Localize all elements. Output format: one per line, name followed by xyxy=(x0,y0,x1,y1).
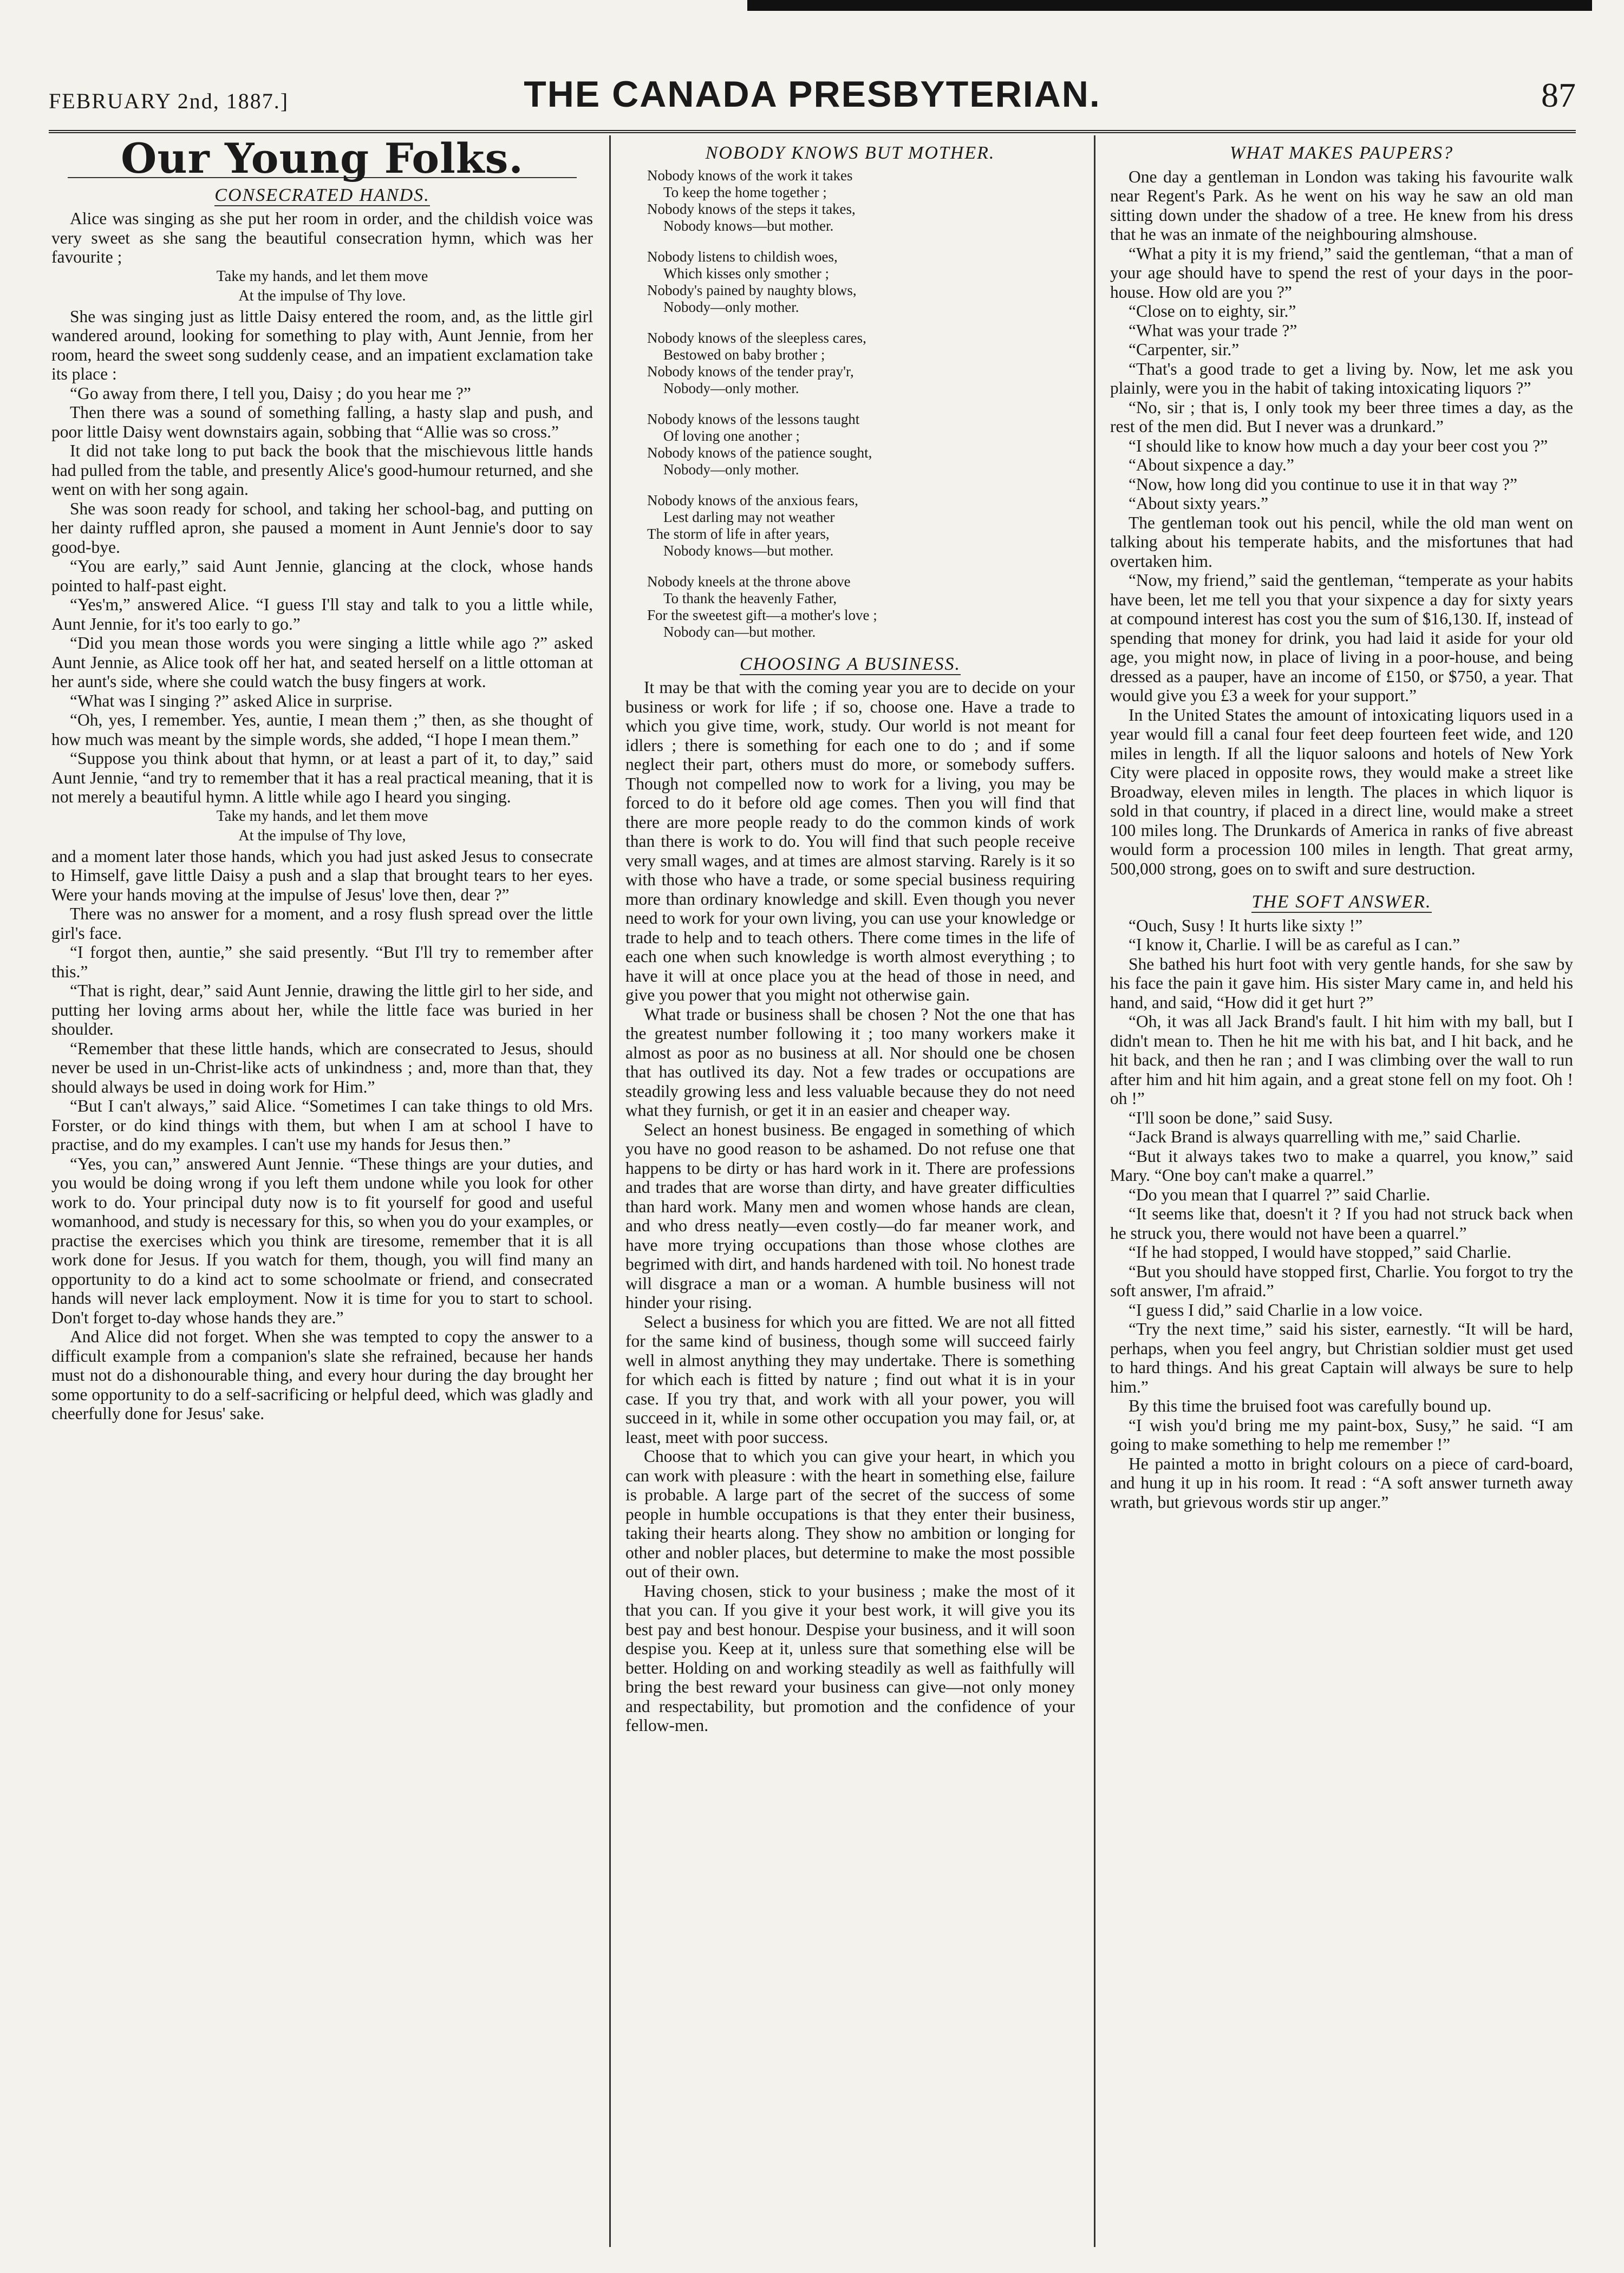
poem-line: Nobody knows of the patience sought, xyxy=(647,444,872,461)
poem-line: Nobody kneels at the throne above xyxy=(647,573,851,590)
poem-line: The storm of life in after years, xyxy=(647,525,830,542)
paragraph: What trade or business shall be chosen ? Not the one that has the greatest number following it ; too many workers make it almost as poor as no business at all. Nor should one be chosen that has outlived its day. Not a few trades or occupations are steadily growing less and less valuable because they do not need what they furnish, or get it in an easier and cheaper way. xyxy=(625,1004,1075,1120)
paragraph: There was no answer for a moment, and a rosy flush spread over the little girl's face. xyxy=(51,904,593,943)
paragraph: The gentleman took out his pencil, while the old man went on talking about his temperate habits, and the misfortunes that had overtaken him. xyxy=(1110,513,1573,571)
poem-line: Nobody knows—but mother. xyxy=(663,542,834,559)
paragraph: One day a gentleman in London was taking his favourite walk near Regent's Park. As he went on his way he saw an old man sitting down under the shadow of a tree. He knew from his dress that he was an inmate of the neighbouring almshouse. xyxy=(1110,167,1573,244)
poem-line: Nobody knows of the work it takes xyxy=(647,167,853,184)
paragraph: “About sixpence a day.” xyxy=(1129,455,1294,474)
paragraph: Select an honest business. Be engaged in something of which you have no good reason to be ashamed. Do not refuse one that happens to be dirty or has hard work in it. There are professions and trades that are worse than dirty, and have greater difficulties than hard work. Many men and women whose hands are clean, and who dress neatly—even costly—do far meaner work, and have more trying occupations than those whose clothes are begrimed with dirt, and hands hardened with toil. No honest trade will disgrace a man or a woman. A humble business will not hinder your rising. xyxy=(625,1120,1075,1312)
paragraph: It may be that with the coming year you are to decide on your business or work for life ; if so, choose one. Have a trade to which you give time, work, study. Our world is not meant for idlers ; there is something for each one to do ; and if some neglect their part, others must do more, or somebody suffers. Though not compelled now to work for a living, you may be forced to do it before old age comes. Then you will find that there are more people ready to do the common kinds of work than there is work to do. You will find that such people receive very small wages, and at times are almost starving. Rarely is it so with those who have a trade, or some special business requiring more than ordinary knowledge and skill. Even though you never need to work for your own living, you can use your knowledge or trade to help and to teach others. There come times in the life of each one when such knowledge is worth almost everything ; to have it will at once place you at the head of those in need, and give you power that you might not otherwise gain. xyxy=(625,678,1075,1004)
paragraph: “That is right, dear,” said Aunt Jennie, drawing the little girl to her side, and putting her loving arms about her, while the little face was buried in her shoulder. xyxy=(51,981,593,1038)
poem-line: Lest darling may not weather xyxy=(663,508,835,525)
paragraph: Then there was a sound of something falling, a hasty slap and push, and poor little Daisy went downstairs again, sobbing that “Allie was so cross.” xyxy=(51,403,593,441)
paragraph: She was soon ready for school, and taking her school-bag, and putting on her dainty ruffled apron, she paused a moment in Aunt Jennie's door to say good-bye. xyxy=(51,499,593,557)
poem-line: Nobody listens to childish woes, xyxy=(647,248,838,265)
poem-stanza xyxy=(647,411,1075,478)
column-divider xyxy=(609,135,611,2247)
poem-line: Nobody knows of the anxious fears, xyxy=(647,492,858,508)
paragraph: and a moment later those hands, which you had just asked Jesus to consecrate to Himself, gave little Daisy a push and a slap that brought tears to her eyes. Were your hands moving at the impulse of Jesus' love then, dear ?” xyxy=(51,846,593,904)
paragraph: “Now, how long did you continue to use it in that way ?” xyxy=(1129,474,1517,494)
top-ink-bar xyxy=(747,0,1592,11)
poem-line: Bestowed on baby brother ; xyxy=(663,346,825,363)
paragraph: “Jack Brand is always quarrelling with me,” said Charlie. xyxy=(1129,1127,1521,1146)
page-header xyxy=(49,68,1576,127)
poem-stanza xyxy=(647,249,1075,316)
poem-line: Of loving one another ; xyxy=(663,427,800,444)
masthead-title: THE CANADA PRESBYTERIAN. xyxy=(524,74,1101,115)
paragraph: “Suppose you think about that hymn, or at least a part of it, to day,” said Aunt Jennie, “and try to remember that it has a real practical meaning, that it is not merely a beautiful hymn. A little while ago I heard you singing. xyxy=(51,749,593,806)
paragraph: “Remember that these little hands, which are consecrated to Jesus, should never be used in un-Christ-like acts of unkindness ; and, more than that, they should always be used in doing work for Him.” xyxy=(51,1038,593,1096)
paragraph: “Did you mean those words you were singing a little while ago ?” asked Aunt Jennie, as Alice took off her hat, and seated herself on a little ottoman at her aunt's side, where she could watch the busy fingers at work. xyxy=(51,633,593,691)
paragraph: He painted a motto in bright colours on a piece of card-board, and hung it up in his room. It read : “A soft answer turneth away wrath, but grievous words stir up anger.” xyxy=(1110,1454,1573,1512)
poem-line: Nobody—only mother. xyxy=(663,380,799,396)
column-divider xyxy=(1094,135,1095,2247)
paragraph: And Alice did not forget. When she was tempted to copy the answer to a difficult example from a companion's slate she refrained, because her hands must not do a dishonourable thing, and every hour during the day brought her some opportunity to do a self-sacrificing or helpful deed, which was gladly and cheerfully done for Jesus' sake. xyxy=(51,1327,593,1423)
issue-date: FEBRUARY 2nd, 1887.] xyxy=(49,89,289,113)
column-left xyxy=(51,138,593,2239)
paragraph: “About sixty years.” xyxy=(1129,494,1269,513)
paragraph: “No, sir ; that is, I only took my beer three times a day, as the rest of the men did. But I never was a drunkard.” xyxy=(1110,397,1573,436)
paragraph: Having chosen, stick to your business ; make the most of it that you can. If you give it your best work, it will give you its best pay and best honour. Despise your business, and it will soon despise you. Keep at it, unless sure that something else will be better. Holding on and working steadily as well as faithfully will bring the best reward your business can give—not only money and respectability, but promotion and the confidence of your fellow-men. xyxy=(625,1581,1075,1735)
paragraph: She bathed his hurt foot with very gentle hands, for she saw by his face the pain it gave him. His sister Mary came in, and held his hand, and said, “How did it get hurt ?” xyxy=(1110,954,1573,1012)
column-right xyxy=(1110,138,1573,2239)
poem-line: Nobody's pained by naughty blows, xyxy=(647,282,857,298)
poem-stanza xyxy=(647,492,1075,559)
paragraph: “But you should have stopped first, Charlie. You forgot to try the soft answer, I'm afraid.” xyxy=(1110,1262,1573,1300)
paragraph: “I guess I did,” said Charlie in a low voice. xyxy=(1129,1300,1423,1320)
poem-line: Which kisses only smother ; xyxy=(663,265,829,282)
article-title-text: CONSECRATED HANDS. xyxy=(214,185,430,205)
hymn-line: Take my hands, and let them move xyxy=(216,807,428,825)
paragraph: Select a business for which you are fitted. We are not all fitted for the same kind of business, though some will succeed fairly well in almost anything they may undertake. There is something for which each is fitted by nature ; find out what it is in your case. If you try that, and work with all your power, you will succeed in it, while in some other occupation you may fail, or, at least, meet with poor success. xyxy=(625,1312,1075,1447)
paragraph: “If he had stopped, I would have stopped,” said Charlie. xyxy=(1129,1243,1511,1262)
poem-line: To keep the home together ; xyxy=(663,184,827,200)
article-title-text: CHOOSING A BUSINESS. xyxy=(739,654,961,674)
paragraph: “You are early,” said Aunt Jennie, glancing at the clock, whose hands pointed to half-past eight. xyxy=(51,557,593,595)
paragraph: “Do you mean that I quarrel ?” said Charlie. xyxy=(1129,1185,1431,1204)
paragraph: Alice was singing as she put her room in order, and the childish voice was very sweet as she sang the beautiful consecration hymn, which was her favourite ; xyxy=(51,209,593,266)
header-rule xyxy=(49,130,1576,133)
poem-line: For the sweetest gift—a mother's love ; xyxy=(647,606,877,623)
paragraph: By this time the bruised foot was carefully bound up. xyxy=(1129,1396,1492,1415)
paragraph: “Yes, you can,” answered Aunt Jennie. “These things are your duties, and you would be doing wrong if you left them undone while you look for other work to do. Your principal duty now is to fit yourself for good and useful womanhood, and study is necessary for this, so when you do your examples, or practise the exercises which you think are tiresome, remember that it is all work done for Jesus. If you watch for them, though, you will find many an opportunity to do a kind act to some schoolmate or friend, and consecrated hands will never lack employment. Now it is time for you to start to school. Don't forget to-day whose hands they are.” xyxy=(51,1154,593,1327)
paragraph: “What was I singing ?” asked Alice in surprise. xyxy=(70,691,393,710)
poem-line: To thank the heavenly Father, xyxy=(663,590,837,606)
column-middle xyxy=(625,138,1075,2239)
paragraph: “Ouch, Susy ! It hurts like sixty !” xyxy=(1129,916,1363,935)
paragraph: “But it always takes two to make a quarrel, you know,” said Mary. “One boy can't make a quarrel.” xyxy=(1110,1146,1573,1185)
paragraph: “What was your trade ?” xyxy=(1129,321,1297,340)
poem-line: Nobody—only mother. xyxy=(663,298,799,315)
poem-line: Nobody knows of the lessons taught xyxy=(647,410,860,427)
hymn-line: Take my hands, and let them move xyxy=(216,267,428,285)
poem-line: Nobody knows of the steps it takes, xyxy=(647,200,856,217)
paragraph: “Try the next time,” said his sister, earnestly. “It will be hard, perhaps, when you feel angry, but Christian soldier must get used to hard things. And his great Captain will always be sure to help him.” xyxy=(1110,1320,1573,1396)
paragraph: “I should like to know how much a day your beer cost you ?” xyxy=(1129,436,1548,455)
paragraph: “But I can't always,” said Alice. “Sometimes I can take things to old Mrs. Forster, or do kind things with them, but when I am at school I have to practise, and do my examples. I can't use my hands for Jesus then.” xyxy=(51,1096,593,1154)
poem-line: Nobody—only mother. xyxy=(663,461,799,478)
poem-stanza xyxy=(647,330,1075,397)
paragraph: “Close on to eighty, sir.” xyxy=(1129,302,1296,321)
article-title xyxy=(51,186,593,205)
paragraph: “What a pity it is my friend,” said the gentleman, “that a man of your age should have to spend the rest of your days in the poor-house. How old are you ?” xyxy=(1110,244,1573,302)
hymn-line: At the impulse of Thy love, xyxy=(238,827,406,844)
paragraph: “Oh, yes, I remember. Yes, auntie, I mean them ;” then, as she thought of how much was meant by the simple words, she added, “I hope I mean them.” xyxy=(51,710,593,749)
poem-stanza xyxy=(647,167,1075,234)
poem-title: NOBODY KNOWS BUT MOTHER. xyxy=(705,143,995,163)
paragraph: “I wish you'd bring me my paint-box, Susy,” he said. “I am going to make something to help me remember !” xyxy=(1110,1415,1573,1454)
paragraph: “I'll soon be done,” said Susy. xyxy=(1129,1108,1333,1127)
poem-line: Nobody knows—but mother. xyxy=(663,217,834,234)
paragraph: “That's a good trade to get a living by. Now, let me ask you plainly, were you in the habit of taking intoxicating liquors ?” xyxy=(1110,359,1573,397)
paragraph: “Oh, it was all Jack Brand's fault. I hit him with my ball, but I didn't mean to. Then he hit me with his bat, and I hit back, and he hit back, and then he ran ; and I was climbing over the wall to run after him and hit him again, and a great stone fell on my foot. Oh ! oh !” xyxy=(1110,1012,1573,1108)
article-title-text: THE SOFT ANSWER. xyxy=(1251,892,1432,912)
paragraph: Choose that to which you can give your heart, in which you can work with pleasure : with the heart in something else, failure is probable. A large part of the secret of the success of some people in humble occupations is that they enter their business, taking their hearts along. They show no ambition or longing for other and nobler places, but determine to make the most possible out of their own. xyxy=(625,1447,1075,1581)
paragraph: She was singing just as little Daisy entered the room, and, as the little girl wandered around, looking for something to play with, Aunt Jennie, from her room, heard the sweet song suddenly cease, and an impatient exclamation take its place : xyxy=(51,306,593,383)
paragraph: “Yes'm,” answered Alice. “I guess I'll stay and talk to you a little while, Aunt Jennie, for it's too early to go.” xyxy=(51,595,593,633)
poem-stanza xyxy=(647,573,1075,641)
paragraph: “It seems like that, doesn't it ? If you had not struck back when he struck you, there would not have been a quarrel.” xyxy=(1110,1204,1573,1243)
paragraph: In the United States the amount of intoxicating liquors used in a year would fill a canal four feet deep fourteen feet wide, and 120 miles in length. If all the liquor saloons and hotels of New York City were placed in opposite rows, they would make a street like Broadway, eleven miles in length. The places in which liquor is sold in that country, if placed in a direct line, would make a street 100 miles long. The Drunkards of America in ranks of five abreast would form a procession 100 miles in length. That great army, 500,000 strong, goes on to swift and sure destruction. xyxy=(1110,705,1573,878)
paragraph: “I forgot then, auntie,” she said presently. “But I'll try to remember after this.” xyxy=(51,943,593,981)
paragraph: “Carpenter, sir.” xyxy=(1129,340,1240,359)
poem-line: Nobody can—but mother. xyxy=(663,623,816,640)
paragraph: It did not take long to put back the book that the mischievous little hands had pulled from the table, and presently Alice's good-humour returned, and she went on with her song again. xyxy=(51,441,593,499)
article-title xyxy=(1110,892,1573,912)
page-number: 87 xyxy=(1541,76,1576,114)
department-heading: Our Young Folks. xyxy=(121,138,524,182)
poem-line: Nobody knows of the tender pray'r, xyxy=(647,363,854,380)
hymn-line: At the impulse of Thy love. xyxy=(238,287,406,304)
article-title xyxy=(625,655,1075,674)
paragraph: “Now, my friend,” said the gentleman, “temperate as your habits have been, let me tell you that your sixpence a day for sixty years at compound interest has cost you the sum of $16,130. If, instead of spending that money for drink, you had laid it aside for your old age, you might now, in place of living in a poor-house, and being dressed as a pauper, have an income of £150, or $750, a year. That would give you £3 a week for your support.” xyxy=(1110,571,1573,705)
poem-line: Nobody knows of the sleepless cares, xyxy=(647,329,866,346)
paragraph: “Go away from there, I tell you, Daisy ; do you hear me ?” xyxy=(70,383,471,403)
paragraph: “I know it, Charlie. I will be as careful as I can.” xyxy=(1129,935,1460,954)
article-title: WHAT MAKES PAUPERS? xyxy=(1229,143,1454,163)
